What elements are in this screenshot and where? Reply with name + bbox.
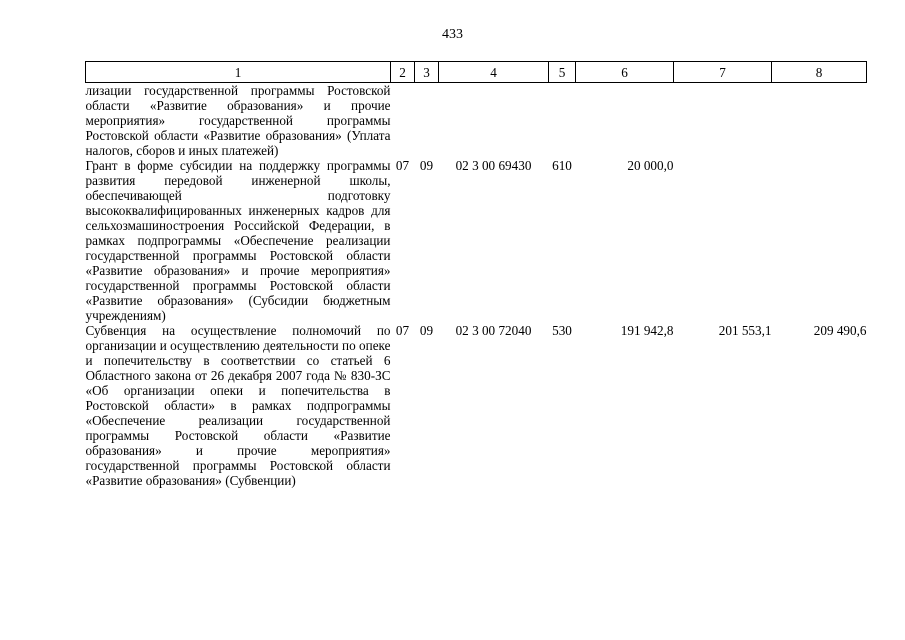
- row-description: Грант в форме субсидии на поддержку программы развития передовой инженерной школы, обеспечивающей подготовку высококвалифицированных инженерных кадров для сельхозмашиностроения Российской Федерации, в рамках подпрограммы «Обеспечение реализации государственной программы Ростовской области «Развитие образования» и прочие мероприятия» государственной программы Ростовской области «Развитие образования» (Субсидии бюджетным учреждениям): [85, 158, 391, 323]
- row-amount-year1: [576, 83, 674, 159]
- row-amount-year2: 201 553,1: [718, 323, 772, 338]
- header-row: [86, 62, 867, 83]
- row-expense-type: 530: [552, 323, 572, 338]
- row-section: 07: [395, 323, 410, 338]
- row-target-article: 02 3 00 72040: [455, 323, 532, 338]
- row-amount-year3: 209 490,6: [813, 323, 867, 338]
- col-header-3: 3: [415, 62, 439, 83]
- row-target-article: 02 3 00 69430: [455, 158, 532, 173]
- row-amount-year2: [674, 158, 772, 323]
- row-description: лизации государственной программы Ростовской области «Развитие образования» и прочие мероприятия» государственной программы Ростовской области «Развитие образования» (Уплата налогов, сборов и иных платежей): [85, 83, 391, 158]
- row-expense-type: 610: [552, 158, 572, 173]
- row-subsection: [415, 83, 439, 159]
- row-expense-type: [549, 83, 576, 159]
- row-section: [391, 83, 415, 159]
- row-target-article: [439, 83, 549, 159]
- row-amount-year2: [674, 83, 772, 159]
- col-header-1: 1: [86, 62, 391, 83]
- row-amount-year3: [772, 158, 867, 323]
- col-header-8: 8: [772, 62, 867, 83]
- row-subsection: 09: [419, 158, 434, 173]
- table-row: [86, 158, 867, 323]
- col-header-6: 6: [576, 62, 674, 83]
- budget-table: [85, 61, 867, 488]
- row-section: 07: [395, 158, 410, 173]
- col-header-2: 2: [391, 62, 415, 83]
- col-header-4: 4: [439, 62, 549, 83]
- row-amount-year1: 20 000,0: [627, 158, 674, 173]
- row-subsection: 09: [419, 323, 434, 338]
- page-number: 433: [442, 27, 463, 42]
- table-row: [86, 83, 867, 159]
- col-header-5: 5: [549, 62, 576, 83]
- row-description: Субвенция на осуществление полномочий по организации и осуществлению деятельности по опеке и попечительству в соответствии со статьей 6 Областного закона от 26 декабря 2007 года № 830-ЗС «Об организации опеки и попечительства в Ростовской области» в рамках подпрограммы «Обеспечение реализации государственной программы Ростовской области «Развитие образования» и прочие мероприятия» государственной программы Ростовской области «Развитие образования» (Субвенции): [85, 323, 391, 488]
- table-row: [86, 323, 867, 488]
- row-amount-year3: [772, 83, 867, 159]
- row-amount-year1: 191 942,8: [620, 323, 674, 338]
- col-header-7: 7: [674, 62, 772, 83]
